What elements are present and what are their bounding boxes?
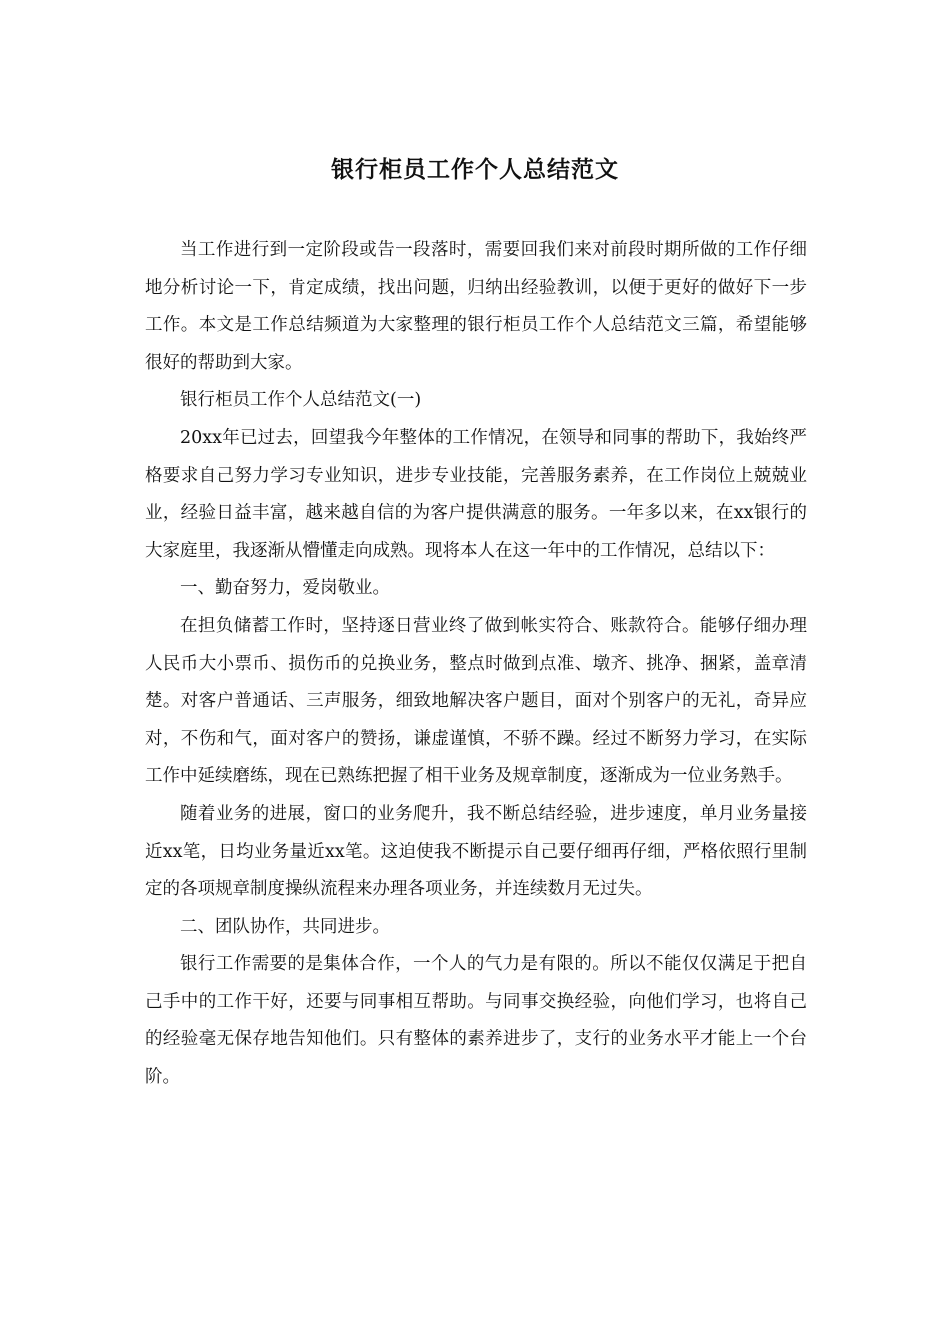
paragraph-intro: 当工作进行到一定阶段或告一段落时，需要回我们来对前段时期所做的工作仔细地分析讨论一下，肯定成绩，找出问题，归纳出经验教训，以便于更好的做好下一步工作。本文是工作总结频道为大家整理的银行柜员工作个人总结范文三篇，希望能够很好的帮助到大家。 xyxy=(145,240,807,373)
document-title: 银行柜员工作个人总结范文 xyxy=(331,156,619,183)
section-heading-part-one: 银行柜员工作个人总结范文(一) xyxy=(180,390,422,411)
paragraph-year-review: 20xx年已过去，回望我今年整体的工作情况，在领导和同事的帮助下，我始终严格要求自己努力学习专业知识，进步专业技能，完善服务素养，在工作岗位上兢兢业业，经验日益丰富，越来越自信的为客户提供满意的服务。一年多以来，在xx银行的大家庭里，我逐渐从懵懂走向成熟。现将本人在这一年中的工作情况，总结以下： xyxy=(145,427,807,561)
paragraph-business-growth: 随着业务的进展，窗口的业务爬升，我不断总结经验，进步速度，单月业务量接近xx笔，日均业务量近xx笔。这迫使我不断提示自己要仔细再仔细，严格依照行里制定的各项规章制度操纵流程来办理各项业务，并连续数月无过失。 xyxy=(145,803,807,900)
paragraph-savings-work: 在担负储蓄工作时，坚持逐日营业终了做到帐实符合、账款符合。能够仔细办理人民币大小票币、损伤币的兑换业务，整点时做到点准、墩齐、挑净、捆紧，盖章清楚。对客户普通话、三声服务，细致地解决客户题目，面对个别客户的无礼，奇异应对，不伤和气，面对客户的赞扬，谦虚谨慎，不骄不躁。经过不断努力学习，在实际工作中延续磨练，现在已熟练把握了相干业务及规章制度，逐渐成为一位业务熟手。 xyxy=(145,615,807,787)
paragraph-teamwork: 银行工作需要的是集体合作，一个人的气力是有限的。所以不能仅仅满足于把自己手中的工作干好，还要与同事相互帮助。与同事交换经验，向他们学习，也将自己的经验毫无保存地告知他们。只有整体的素养进步了，支行的业务水平才能上一个台阶。 xyxy=(145,954,807,1088)
document-body xyxy=(145,232,807,1097)
section-heading-diligence: 一、勤奋努力，爱岗敬业。 xyxy=(180,578,390,599)
section-heading-teamwork: 二、团队协作，共同进步。 xyxy=(180,916,390,937)
